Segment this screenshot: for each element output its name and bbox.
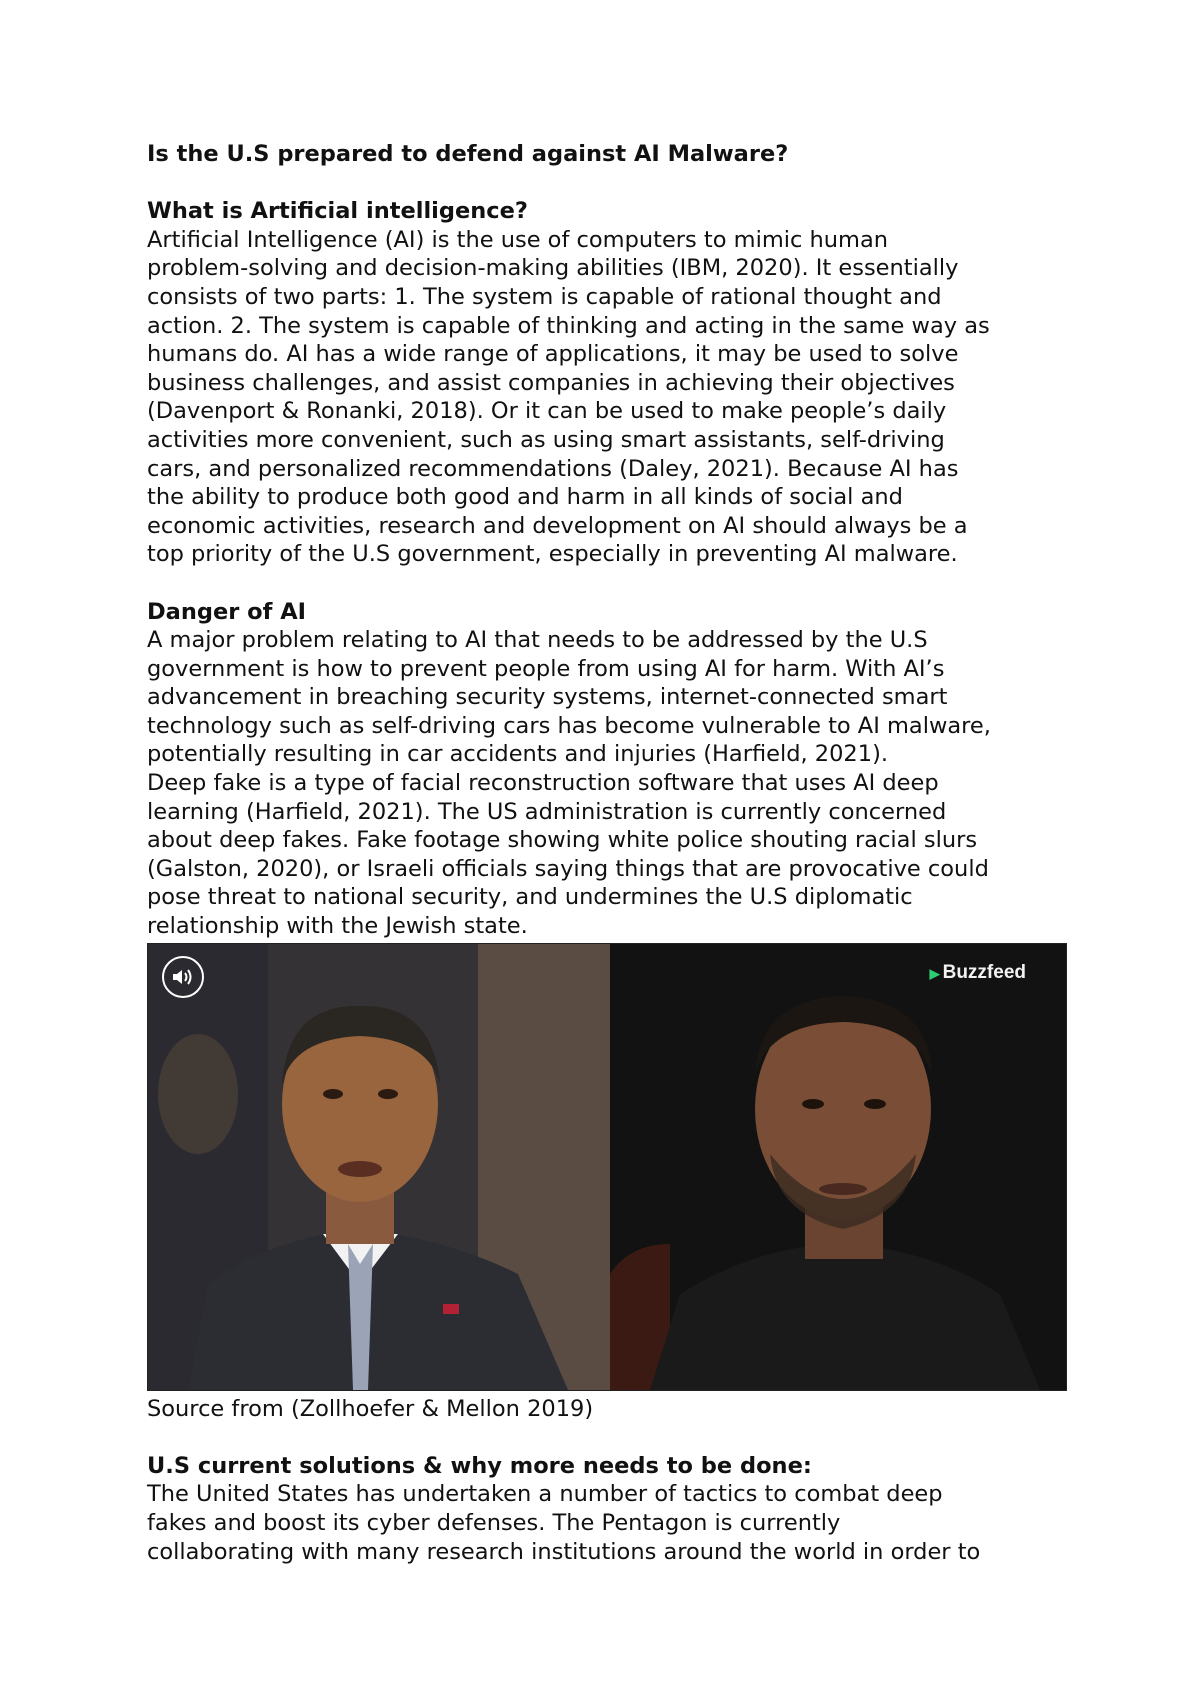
section-heading: Danger of AI	[147, 598, 307, 625]
deepfake-figure	[147, 943, 1067, 1391]
left-video-frame	[148, 944, 610, 1390]
document-title: Is the U.S prepared to defend against AI Malware?	[147, 141, 789, 167]
section-paragraph: Artificial Intelligence (AI) is the use of computers to mimic human problem-solving and decision-making abilities (IBM, 2020). It essentially consists of two parts: 1. The system is capable of rational thought and action. 2. The system is capable of thinking and acting in the same way as humans do. AI has a wide range of applications, it may be used to solve business challenges, and assist companies in achieving their objectives (Davenport & Ronanki, 2018). Or it can be used to make people’s daily activities more convenient, such as using smart assistants, self-driving cars, and personalized recommendations (Daley, 2021). Because AI has the ability to produce both good and harm in all kinds of social and economic activities, research and development on AI should always be a top priority of the U.S government, especially in preventing AI malware.	[147, 226, 990, 568]
section-paragraph: Deep fake is a type of facial reconstruction software that uses AI deep learning (Harfield, 2021). The US administration is currently concerned about deep fakes. Fake footage showing white police shouting racial slurs (Galston, 2020), or Israeli officials saying things that are provocative could pose threat to national security, and undermines the U.S diplomatic relationship with the Jewish state.	[147, 770, 989, 940]
speaker-icon[interactable]	[162, 956, 204, 998]
section-us-solutions	[147, 1452, 1067, 1566]
figure-caption: Source from (Zollhoefer & Mellon 2019)	[147, 1395, 594, 1422]
document-page	[147, 140, 1067, 1566]
brand-watermark	[930, 962, 1026, 984]
play-triangle-icon: ▶	[929, 965, 940, 981]
section-heading: U.S current solutions & why more needs to be done:	[147, 1452, 812, 1479]
right-video-frame	[610, 944, 1066, 1390]
section-what-is-ai	[147, 197, 1067, 569]
section-heading: What is Artificial intelligence?	[147, 198, 528, 225]
left-person-illustration	[148, 944, 610, 1390]
section-danger-of-ai	[147, 598, 1067, 941]
section-paragraph: The United States has undertaken a number of tactics to combat deep fakes and boost its cyber defenses. The Pentagon is currently collaborating with many research institutions around the world in order to	[147, 1481, 981, 1565]
right-person-illustration	[610, 944, 1066, 1390]
brand-label: Buzzfeed	[942, 961, 1026, 983]
section-paragraph: A major problem relating to AI that needs to be addressed by the U.S government is how to prevent people from using AI for harm. With AI’s advancement in breaching security systems, internet-connected smart technology such as self-driving cars has become vulnerable to AI malware, potentially resulting in car accidents and injuries (Harfield, 2021).	[147, 627, 991, 768]
